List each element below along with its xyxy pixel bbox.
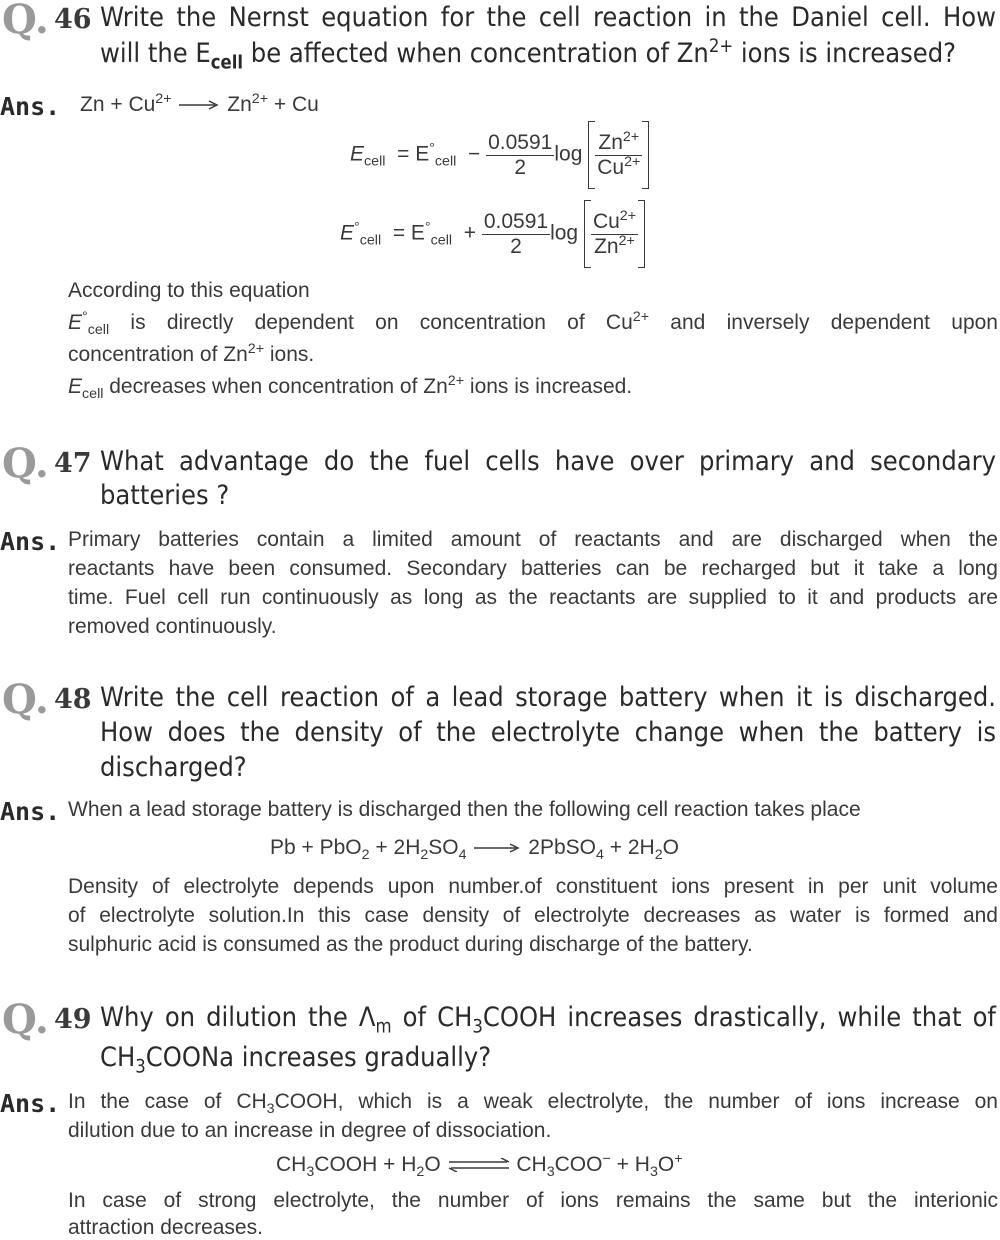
q-mark-icon: Q. [2, 440, 49, 487]
reaction-equation: $Zn + Cu^{2+}$ $Zn^{2+} + Cu$ [80, 91, 319, 116]
q-mark-icon: Q. [2, 996, 49, 1043]
answer-text-line: $E^\circ_{cell}$ is directly dependent on concentration of $Cu^{2+}$ and inversely dependent upon [68, 309, 998, 339]
answer-text-line: sulphuric acid is consumed as the product during discharge of the battery. [68, 933, 753, 956]
question-text-line: Write the cell reaction of a lead storage battery when it is discharged. [100, 682, 996, 713]
answer-text-line: attraction decreases. [68, 1216, 263, 1239]
answer-text-line: concentration of $Zn^{2+}$ ions. [68, 341, 315, 366]
reaction-arrow-icon [177, 100, 221, 110]
question-text-line: discharged? [100, 752, 247, 783]
question-text-line: What advantage do the fuel cells have over primary and secondary [100, 446, 996, 477]
answer-text-line: time. Fuel cell run continuously as long as the reactants are supplied to it and products are [68, 586, 998, 609]
question-number: 49 [54, 1004, 92, 1035]
question-number: 47 [54, 448, 92, 479]
answer-label: Ans. [0, 797, 61, 826]
nernst-equation-2: $E^\circ_{cell} = E^\circ_{cell}$ + $\frac{0.0591}{2}$ log $\frac{Cu^{2+}}{Zn^{2+}}$ [340, 200, 645, 268]
answer-text-line: removed continuously. [68, 615, 277, 638]
answer-text-line: of electrolyte solution.In this case density of electrolyte decreases as water is formed and [68, 904, 998, 927]
reaction-arrow-icon [472, 843, 522, 853]
question-number: 48 [54, 684, 92, 715]
question-text-line: $CH_3COONa$ increases gradually? [100, 1042, 492, 1078]
question-text-line: Why on dilution the $\Lambda_m$ of $CH_3COOH$ increases drastically, while that of [100, 1002, 996, 1038]
answer-text-line: Primary batteries contain a limited amount of reactants and are discharged when the [68, 528, 998, 551]
answer-label: Ans. [0, 1089, 61, 1118]
question-text-line: batteries ? [100, 480, 230, 511]
question-text-line: How does the density of the electrolyte change when the battery is [100, 717, 996, 748]
reaction-equation: $CH_3COOH + H_2O$ $CH_3COO^- + H_3O^+$ [276, 1151, 683, 1181]
answer-text-line: In the case of $CH_3COOH$, which is a weak electrolyte, the number of ions increase on [68, 1090, 998, 1118]
answer-label: Ans. [0, 527, 61, 556]
nernst-equation-1: $E_{cell} = E^\circ_{cell}$ − $\frac{0.0591}{2}$ log $\frac{Zn^{2+}}{Cu^{2+}}$ [350, 121, 649, 189]
question-text-line: will the $E_{cell}$ be affected when concentration of $Zn^{2+}$ ions is increased? [100, 36, 957, 74]
answer-text-line: $E_{cell}$ decreases when concentration of $Zn^{2+}$ ions is increased. [68, 373, 633, 403]
q-mark-icon: Q. [2, 676, 49, 723]
question-number: 46 [54, 4, 92, 35]
reaction-equation: $Pb + PbO_2 + 2H_2SO_4$ 2PbSO$_4$ + $2H_2O$ [270, 836, 679, 864]
answer-label: Ans. [0, 92, 61, 121]
question-text-line: Write the Nernst equation for the cell reaction in the Daniel cell. How [100, 2, 996, 33]
answer-text-line: dilution due to an increase in degree of dissociation. [68, 1119, 552, 1142]
answer-text-line: According to this equation [68, 279, 310, 302]
answer-text-line: Density of electrolyte depends upon number.of constituent ions present in per unit volume [68, 875, 998, 898]
answer-text-line: reactants have been consumed. Secondary batteries can be recharged but it take a long [68, 557, 998, 580]
q-mark-icon: Q. [2, 0, 49, 43]
answer-text-line: In case of strong electrolyte, the number of ions remains the same but the interionic [68, 1189, 998, 1212]
equilibrium-arrow-icon [447, 1158, 511, 1172]
answer-text-line: When a lead storage battery is discharged then the following cell reaction takes place [68, 798, 861, 821]
